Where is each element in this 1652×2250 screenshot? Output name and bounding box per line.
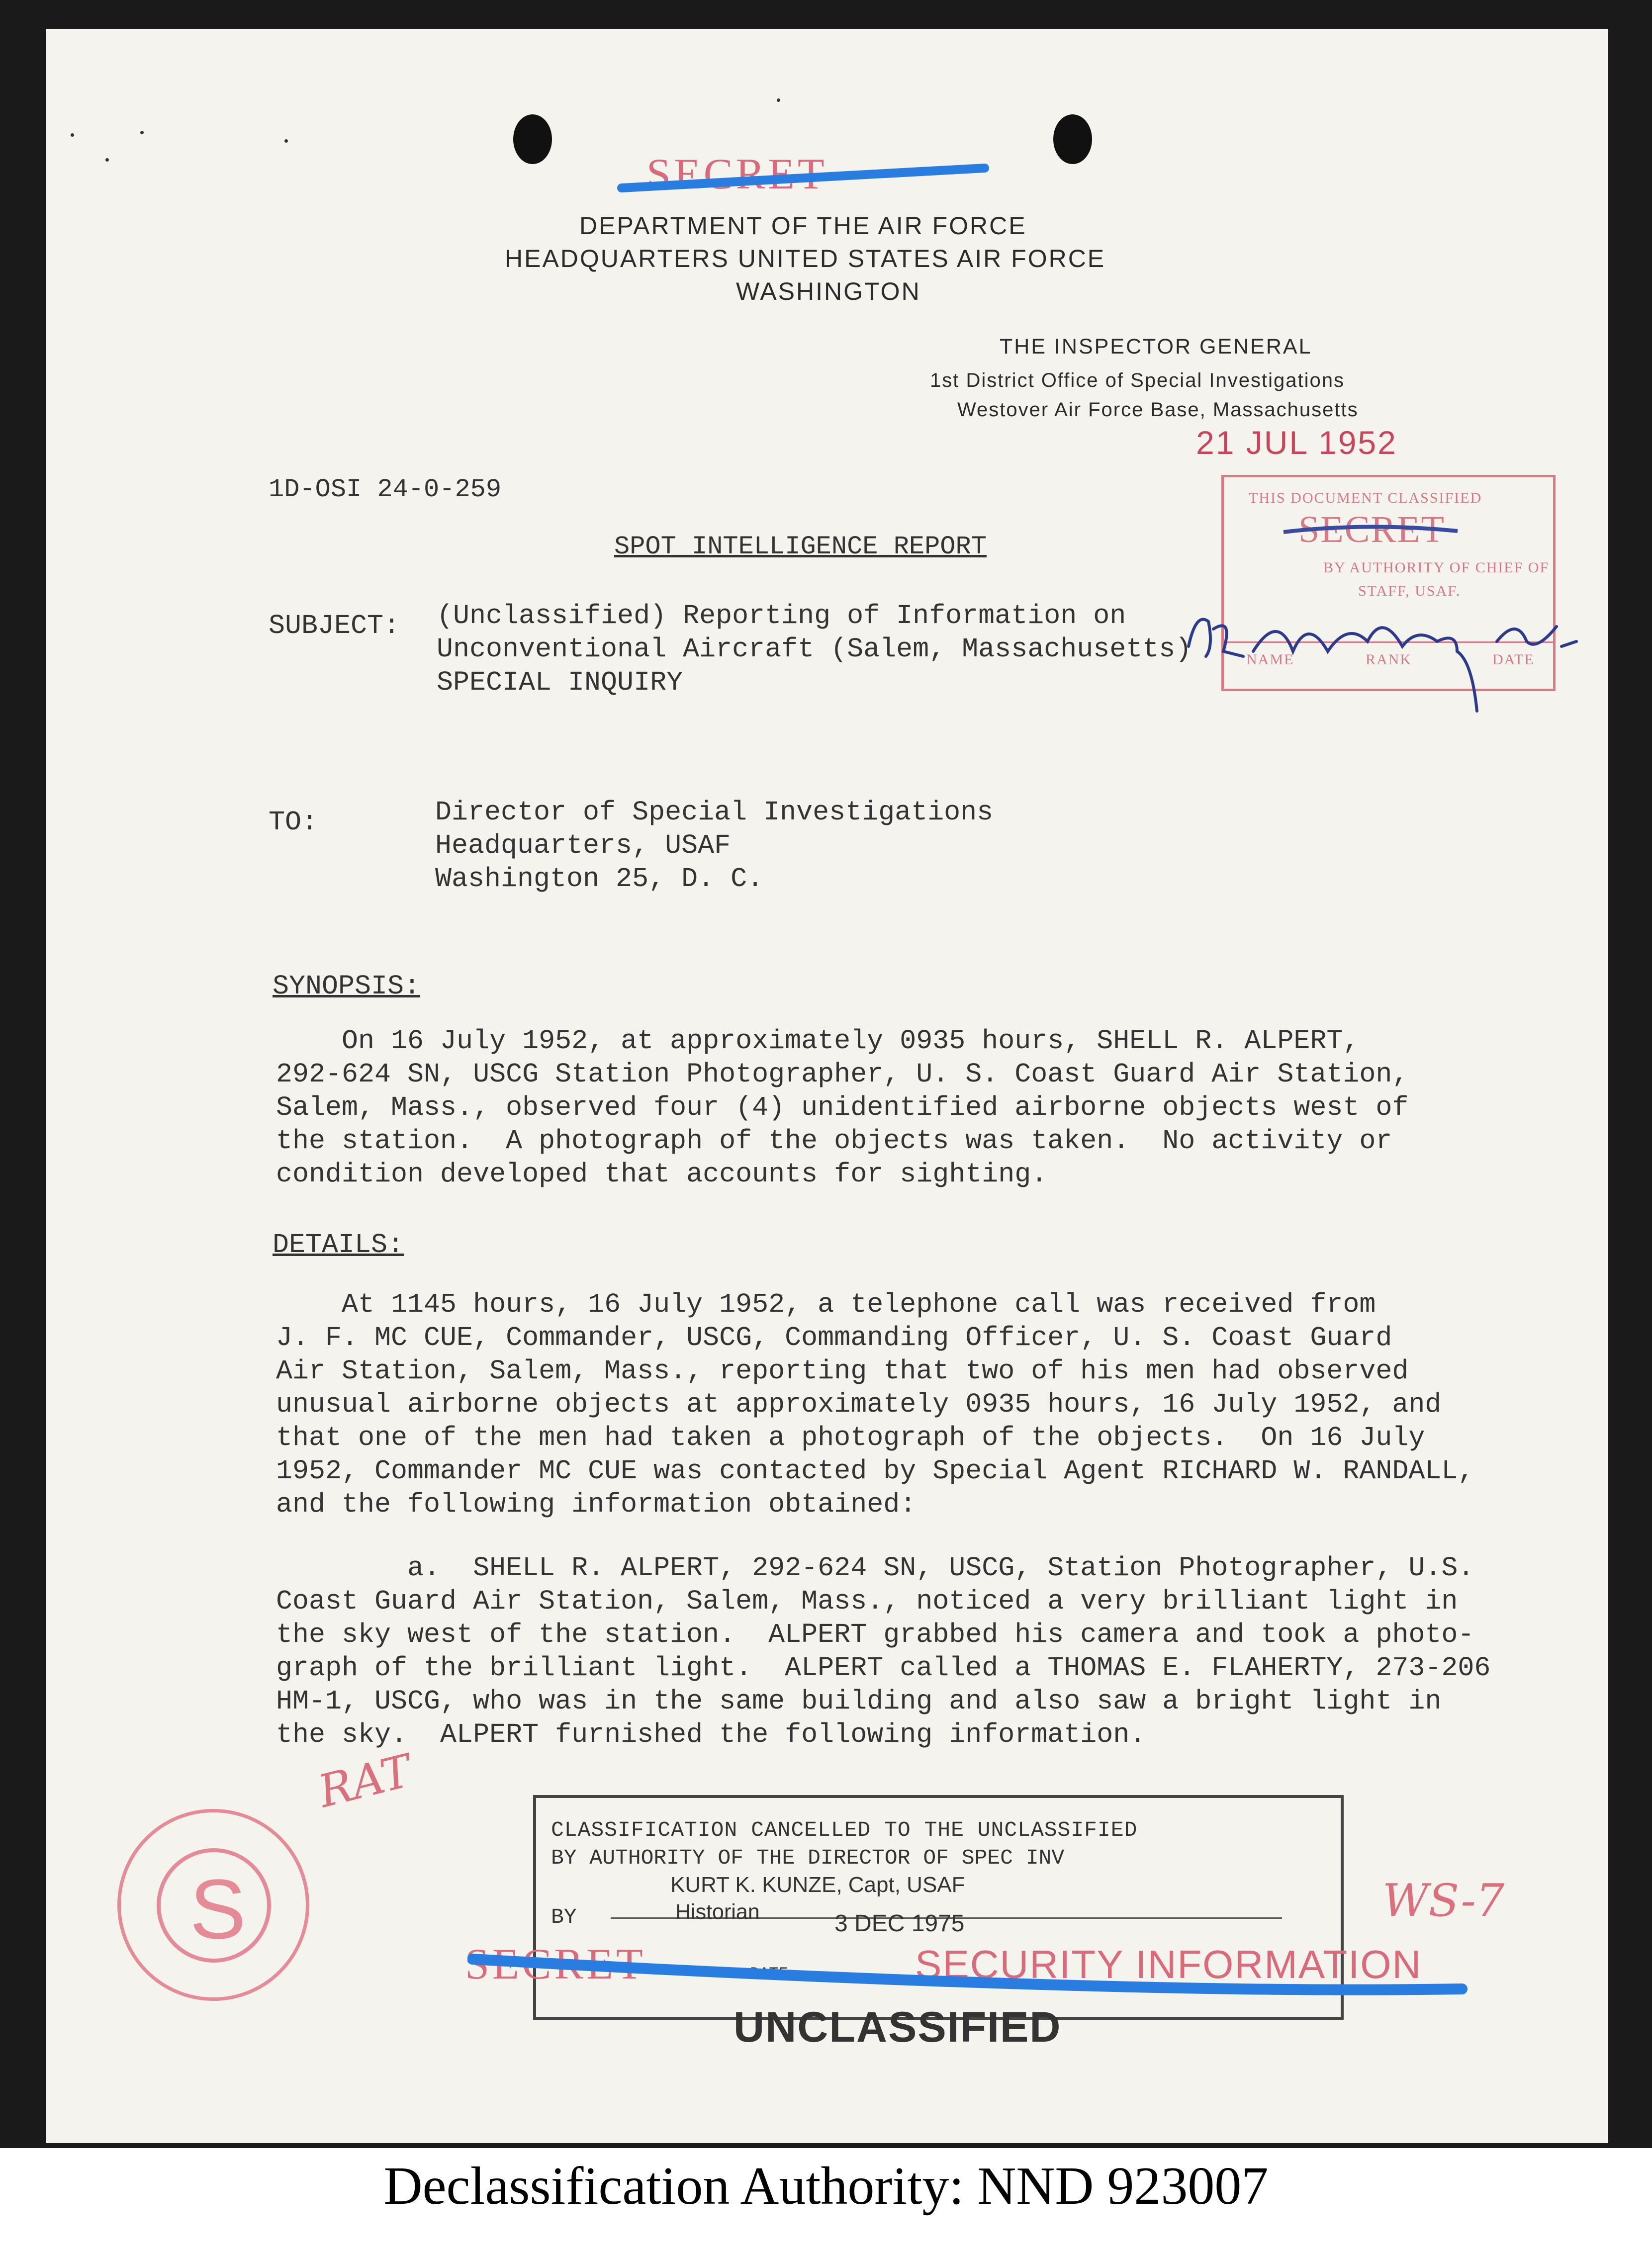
details-paragraph-2 bbox=[276, 1551, 1490, 1751]
date-stamp: 21 JUL 1952 bbox=[1196, 424, 1397, 461]
handwritten-initials: RAT bbox=[313, 1744, 417, 1818]
cancel-date: 3 DEC 1975 bbox=[834, 1910, 965, 1937]
synopsis-line: the station. A photograph of the objects was taken. No activity or bbox=[276, 1125, 1392, 1157]
circle-s-stamp bbox=[117, 1809, 309, 2001]
to-line-2: Headquarters, USAF bbox=[435, 830, 731, 861]
cancel-line-2: BY AUTHORITY OF THE DIRECTOR OF SPEC INV bbox=[551, 1846, 1065, 1870]
unclassified-stamp: UNCLASSIFIED bbox=[734, 2003, 1062, 2051]
details-line: J. F. MC CUE, Commander, USCG, Commanding Officer, U. S. Coast Guard bbox=[276, 1322, 1392, 1353]
synopsis-heading: SYNOPSIS: bbox=[273, 971, 421, 1002]
paper-speck bbox=[140, 131, 144, 134]
details-line: graph of the brilliant light. ALPERT called a THOMAS E. FLAHERTY, 273-206 bbox=[276, 1652, 1491, 1684]
stamp-rank-label: RANK bbox=[1366, 651, 1412, 668]
stamp-line-4: STAFF, USAF. bbox=[1358, 583, 1461, 599]
handwritten-signature bbox=[1179, 582, 1586, 721]
paper-speck bbox=[284, 139, 288, 143]
synopsis-line: condition developed that accounts for sighting. bbox=[276, 1159, 1048, 1190]
circle-s-letter: S bbox=[189, 1862, 246, 1957]
cancel-by-label: BY bbox=[551, 1905, 577, 1929]
security-information: SECURITY INFORMATION bbox=[915, 1942, 1422, 1986]
cancel-title: Historian bbox=[675, 1900, 760, 1924]
header-line-2: HEADQUARTERS UNITED STATES AIR FORCE bbox=[505, 245, 1106, 272]
details-line: and the following information obtained: bbox=[276, 1489, 917, 1520]
stamp-date-label: DATE bbox=[1492, 651, 1535, 668]
paper-speck bbox=[777, 98, 780, 102]
office-line-1: THE INSPECTOR GENERAL bbox=[1000, 335, 1312, 359]
cancel-name: KURT K. KUNZE, Capt, USAF bbox=[670, 1873, 965, 1897]
details-heading: DETAILS: bbox=[273, 1229, 404, 1260]
stamp-name-label: NAME bbox=[1246, 651, 1294, 668]
strike-line-top bbox=[617, 158, 995, 198]
classification-bottom: SECRET bbox=[465, 1940, 646, 1988]
file-number: 1D-OSI 24-0-259 bbox=[269, 475, 502, 504]
synopsis-body bbox=[276, 1024, 1408, 1191]
synopsis-line: 292-624 SN, USCG Station Photographer, U. S. Coast Guard Air Station, bbox=[276, 1059, 1409, 1090]
subject-label: SUBJECT: bbox=[269, 610, 400, 641]
stamp-line-2: SECRET bbox=[1298, 509, 1445, 550]
strike-line-bottom bbox=[467, 1939, 1472, 2009]
paper-speck bbox=[105, 158, 109, 162]
to-line-3: Washington 25, D. C. bbox=[435, 863, 764, 895]
paper-speck bbox=[71, 133, 74, 137]
strike-line-stamp bbox=[1279, 512, 1468, 547]
details-line: Coast Guard Air Station, Salem, Mass., noticed a very brilliant light in bbox=[276, 1586, 1458, 1617]
details-line: Air Station, Salem, Mass., reporting that two of his men had observed bbox=[276, 1355, 1409, 1387]
details-line: the sky west of the station. ALPERT grabbed his camera and took a photo- bbox=[276, 1619, 1474, 1650]
stamp-line-3: BY AUTHORITY OF CHIEF OF bbox=[1323, 559, 1550, 576]
synopsis-line: Salem, Mass., observed four (4) unidentified airborne objects west of bbox=[276, 1092, 1409, 1123]
header-line-1: DEPARTMENT OF THE AIR FORCE bbox=[579, 212, 1027, 240]
subject-line-3: SPECIAL INQUIRY bbox=[437, 667, 683, 698]
details-line: that one of the men had taken a photograph of the objects. On 16 July bbox=[276, 1422, 1425, 1453]
classification-top: SECRET bbox=[646, 150, 827, 198]
punch-hole-right bbox=[1053, 114, 1092, 164]
details-line: a. SHELL R. ALPERT, 292-624 SN, USCG, Station Photographer, U.S. bbox=[276, 1552, 1474, 1584]
report-title: SPOT INTELLIGENCE REPORT bbox=[614, 532, 987, 561]
handwritten-ref: WS-7 bbox=[1382, 1875, 1505, 1927]
details-line: the sky. ALPERT furnished the following information. bbox=[276, 1719, 1146, 1750]
declassification-footer: Declassification Authority: NND 923007 bbox=[383, 2157, 1269, 2216]
punch-hole-left bbox=[513, 114, 552, 164]
office-line-2: 1st District Office of Special Investigations bbox=[930, 369, 1345, 391]
details-line: At 1145 hours, 16 July 1952, a telephone call was received from bbox=[276, 1289, 1376, 1320]
to-label: TO: bbox=[269, 807, 318, 838]
synopsis-line: On 16 July 1952, at approximately 0935 hours, SHELL R. ALPERT, bbox=[276, 1025, 1360, 1057]
details-paragraph-1 bbox=[276, 1288, 1474, 1521]
to-line-1: Director of Special Investigations bbox=[435, 797, 994, 828]
cancel-date-label: DATE bbox=[750, 1965, 788, 1983]
header-line-3: WASHINGTON bbox=[736, 277, 921, 305]
details-line: HM-1, USCG, who was in the same building and also saw a bright light in bbox=[276, 1686, 1442, 1717]
office-line-3: Westover Air Force Base, Massachusetts bbox=[957, 399, 1359, 421]
subject-line-1: (Unclassified) Reporting of Information on bbox=[437, 600, 1126, 631]
subject-line-2: Unconventional Aircraft (Salem, Massachusetts) bbox=[437, 633, 1192, 665]
cancel-line-1: CLASSIFICATION CANCELLED TO THE UNCLASSIFIED bbox=[551, 1818, 1138, 1842]
details-line: unusual airborne objects at approximately 0935 hours, 16 July 1952, and bbox=[276, 1389, 1442, 1420]
stamp-line-1: THIS DOCUMENT CLASSIFIED bbox=[1249, 490, 1482, 506]
details-line: 1952, Commander MC CUE was contacted by Special Agent RICHARD W. RANDALL, bbox=[276, 1455, 1474, 1487]
